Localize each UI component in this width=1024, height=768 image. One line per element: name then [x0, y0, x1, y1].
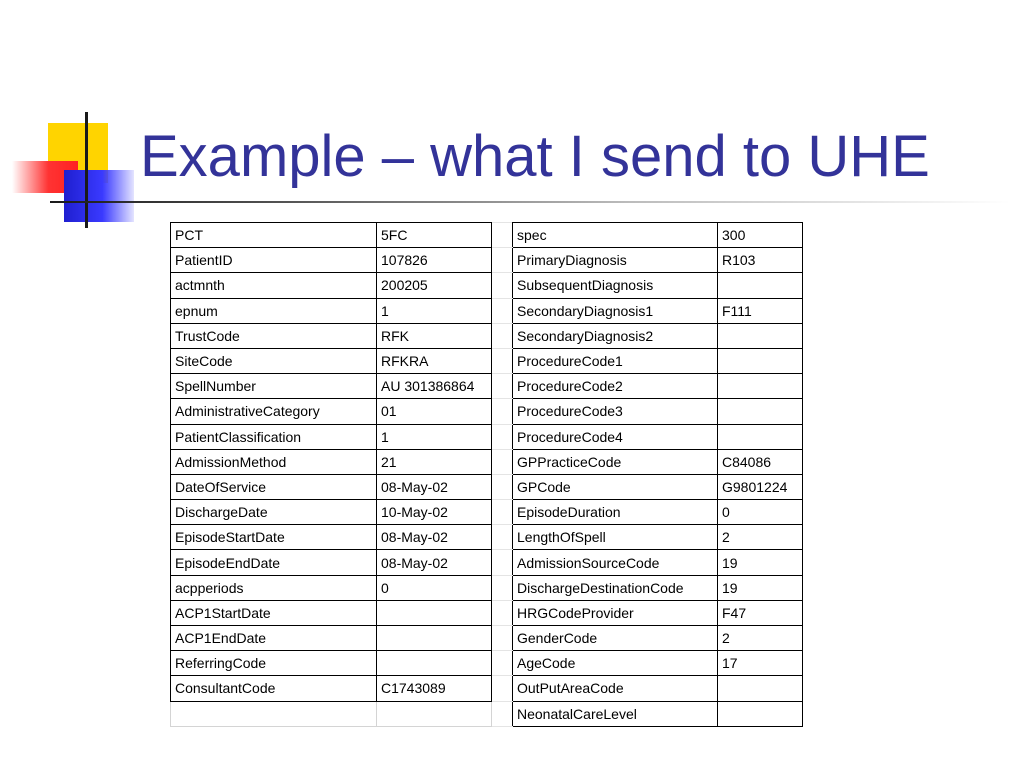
field-name-cell: PrimaryDiagnosis [513, 248, 718, 273]
column-gap [492, 525, 513, 550]
table-row [171, 600, 803, 625]
table-row [171, 550, 803, 575]
field-name-cell: DischargeDestinationCode [513, 575, 718, 600]
field-value-cell: R103 [718, 248, 803, 273]
field-value-cell [718, 273, 803, 298]
column-gap [492, 223, 513, 248]
field-value-cell: 200205 [377, 273, 492, 298]
field-name-cell: GPCode [513, 474, 718, 499]
field-name-cell: AgeCode [513, 651, 718, 676]
column-gap [492, 500, 513, 525]
field-name-cell: HRGCodeProvider [513, 600, 718, 625]
field-value-cell: RFK [377, 323, 492, 348]
table-row [171, 223, 803, 248]
field-name-cell: SpellNumber [171, 374, 377, 399]
table-row [171, 399, 803, 424]
field-name-cell: ConsultantCode [171, 676, 377, 701]
field-name-cell: GPPracticeCode [513, 449, 718, 474]
field-value-cell: C1743089 [377, 676, 492, 701]
field-name-cell: SecondaryDiagnosis1 [513, 298, 718, 323]
table-row [171, 651, 803, 676]
table-row [171, 701, 803, 726]
field-value-cell: 0 [377, 575, 492, 600]
field-value-cell: 1 [377, 298, 492, 323]
field-name-cell: actmnth [171, 273, 377, 298]
column-gap [492, 323, 513, 348]
column-gap [492, 273, 513, 298]
table-row [171, 298, 803, 323]
table-row [171, 248, 803, 273]
field-value-cell: 21 [377, 449, 492, 474]
field-name-cell: EpisodeStartDate [171, 525, 377, 550]
column-gap [492, 298, 513, 323]
column-gap [492, 550, 513, 575]
field-name-cell [171, 701, 377, 726]
field-name-cell: spec [513, 223, 718, 248]
field-value-cell [718, 424, 803, 449]
field-name-cell: PatientID [171, 248, 377, 273]
field-name-cell: NeonatalCareLevel [513, 701, 718, 726]
decor-blue-square [64, 170, 134, 222]
column-gap [492, 474, 513, 499]
field-name-cell: PatientClassification [171, 424, 377, 449]
column-gap [492, 600, 513, 625]
table-body [171, 223, 803, 727]
field-value-cell: 0 [718, 500, 803, 525]
field-name-cell: PCT [171, 223, 377, 248]
column-gap [492, 348, 513, 373]
field-value-cell [718, 374, 803, 399]
table-row [171, 424, 803, 449]
field-value-cell: F47 [718, 600, 803, 625]
data-table [170, 222, 803, 727]
column-gap [492, 248, 513, 273]
field-name-cell: ProcedureCode3 [513, 399, 718, 424]
field-value-cell: 5FC [377, 223, 492, 248]
column-gap [492, 651, 513, 676]
title-underline [50, 201, 1010, 203]
field-name-cell: ProcedureCode1 [513, 348, 718, 373]
column-gap [492, 424, 513, 449]
field-value-cell [377, 701, 492, 726]
field-name-cell: ReferringCode [171, 651, 377, 676]
field-value-cell: 01 [377, 399, 492, 424]
column-gap [492, 701, 513, 726]
table-row [171, 273, 803, 298]
field-value-cell: 107826 [377, 248, 492, 273]
table-row [171, 374, 803, 399]
field-name-cell: ACP1EndDate [171, 626, 377, 651]
field-value-cell: 300 [718, 223, 803, 248]
table-row [171, 348, 803, 373]
field-name-cell: AdministrativeCategory [171, 399, 377, 424]
field-name-cell: ProcedureCode4 [513, 424, 718, 449]
table-row [171, 474, 803, 499]
column-gap [492, 676, 513, 701]
field-value-cell: 2 [718, 525, 803, 550]
field-name-cell: ProcedureCode2 [513, 374, 718, 399]
field-value-cell: AU 301386864 [377, 374, 492, 399]
column-gap [492, 374, 513, 399]
field-value-cell [718, 399, 803, 424]
field-value-cell: 19 [718, 575, 803, 600]
column-gap [492, 399, 513, 424]
field-value-cell [718, 323, 803, 348]
table-row [171, 575, 803, 600]
table-row [171, 323, 803, 348]
field-value-cell [377, 626, 492, 651]
field-value-cell: 17 [718, 651, 803, 676]
table-row [171, 525, 803, 550]
slide-title: Example – what I send to UHE [140, 124, 930, 189]
field-value-cell: 19 [718, 550, 803, 575]
field-value-cell: 08-May-02 [377, 525, 492, 550]
table-row [171, 449, 803, 474]
table-row [171, 500, 803, 525]
table-row [171, 676, 803, 701]
field-value-cell: 10-May-02 [377, 500, 492, 525]
field-name-cell: GenderCode [513, 626, 718, 651]
field-name-cell: SecondaryDiagnosis2 [513, 323, 718, 348]
field-value-cell [718, 348, 803, 373]
field-value-cell: RFKRA [377, 348, 492, 373]
field-name-cell: DischargeDate [171, 500, 377, 525]
field-value-cell [718, 701, 803, 726]
field-name-cell: SubsequentDiagnosis [513, 273, 718, 298]
field-name-cell: LengthOfSpell [513, 525, 718, 550]
field-value-cell [718, 676, 803, 701]
field-value-cell: 1 [377, 424, 492, 449]
field-name-cell: TrustCode [171, 323, 377, 348]
field-name-cell: EpisodeDuration [513, 500, 718, 525]
decor-vertical-line [85, 112, 88, 228]
field-name-cell: ACP1StartDate [171, 600, 377, 625]
field-name-cell: AdmissionSourceCode [513, 550, 718, 575]
field-name-cell: EpisodeEndDate [171, 550, 377, 575]
field-value-cell: C84086 [718, 449, 803, 474]
field-value-cell [377, 651, 492, 676]
column-gap [492, 449, 513, 474]
field-value-cell [377, 600, 492, 625]
table-row [171, 626, 803, 651]
field-value-cell: G9801224 [718, 474, 803, 499]
column-gap [492, 626, 513, 651]
field-name-cell: acpperiods [171, 575, 377, 600]
field-name-cell: epnum [171, 298, 377, 323]
column-gap [492, 575, 513, 600]
field-value-cell: 08-May-02 [377, 550, 492, 575]
field-name-cell: OutPutAreaCode [513, 676, 718, 701]
field-name-cell: DateOfService [171, 474, 377, 499]
field-name-cell: AdmissionMethod [171, 449, 377, 474]
field-name-cell: SiteCode [171, 348, 377, 373]
field-value-cell: 2 [718, 626, 803, 651]
field-value-cell: F111 [718, 298, 803, 323]
field-value-cell: 08-May-02 [377, 474, 492, 499]
